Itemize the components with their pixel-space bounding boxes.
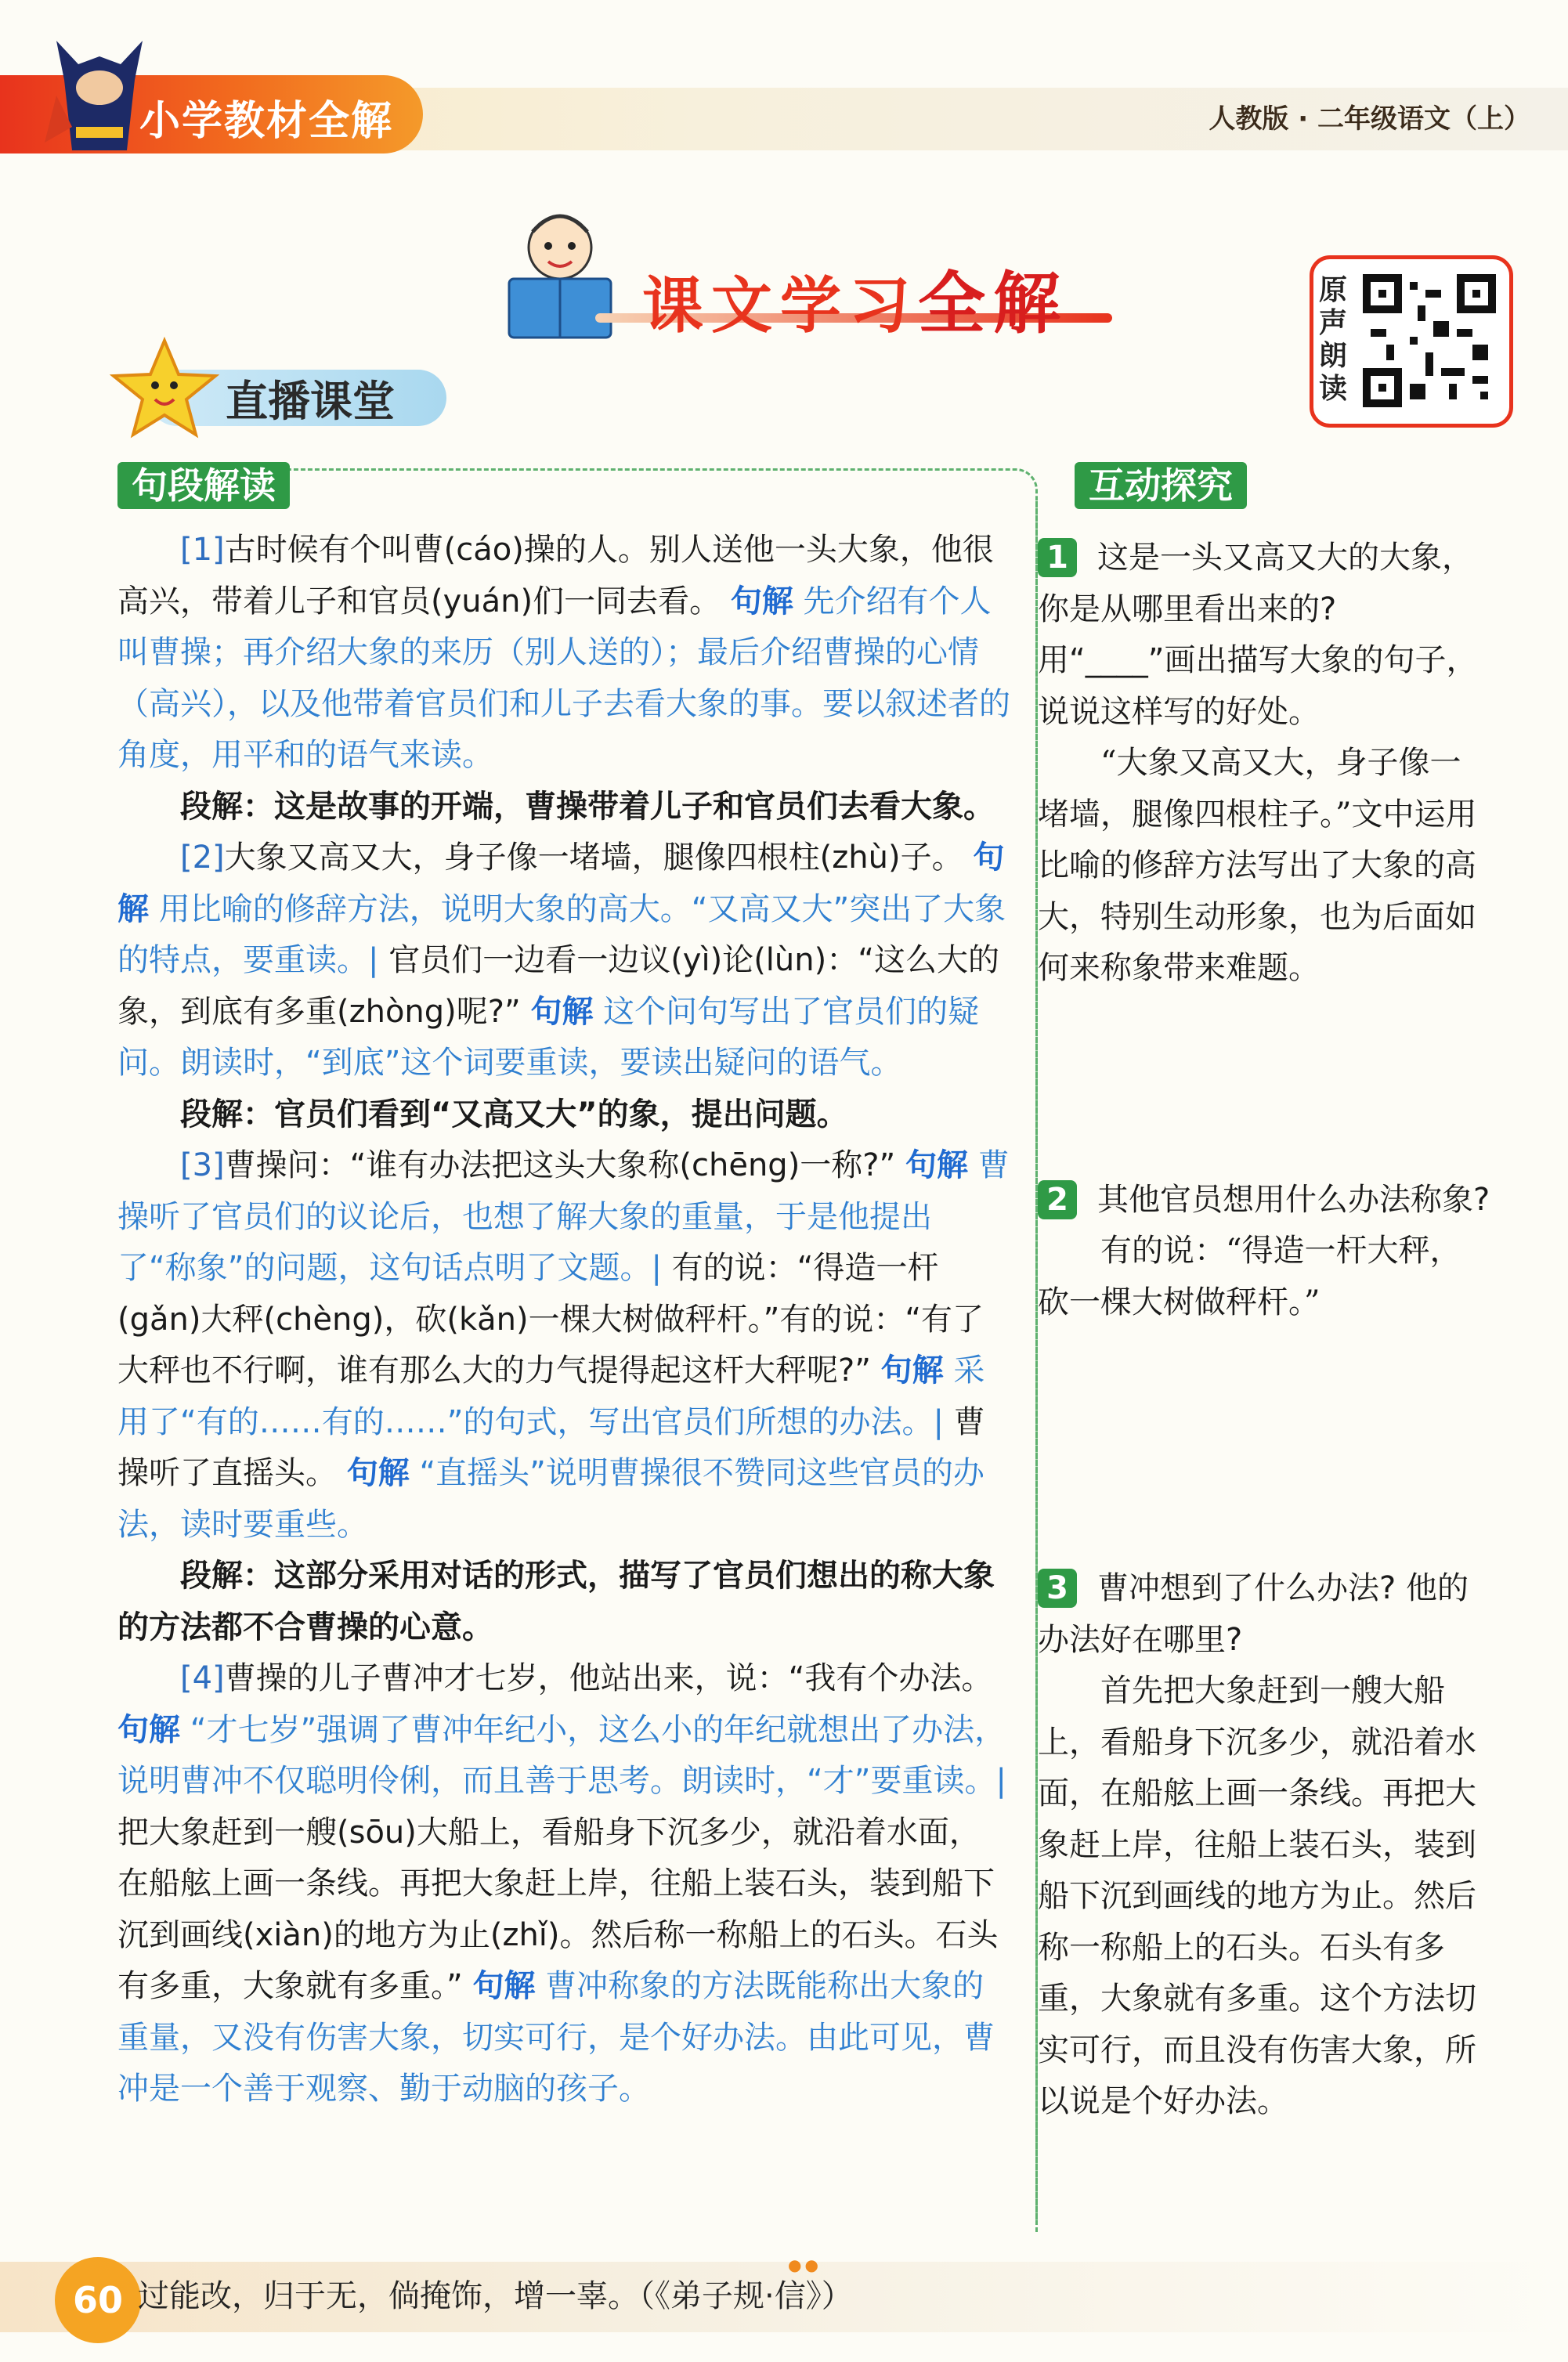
question-1	[1038, 533, 1492, 738]
spacer	[1038, 1328, 1492, 1563]
sentence-analysis-column	[117, 525, 1010, 2115]
paragraph-1	[117, 525, 1010, 782]
question-number: 2	[1038, 1180, 1077, 1219]
live-class-title: 直播课堂	[226, 377, 395, 426]
text-body: 有的说：“得造一杆(gǎn)大秤(chèng)，砍(kǎn)一棵大树做秤杆。”有的说：“有了大秤也不行啊，谁有那么大的力气提得起这杆大秤呢?”	[117, 1250, 985, 1389]
note-label: 句解	[880, 1353, 944, 1389]
note-text: 这个问句写出了官员们的疑问。朗读时，“到底”这个词要重读，要读出疑问的语气。	[117, 993, 980, 1081]
spacer	[1038, 995, 1492, 1175]
paragraph-summary-2: 段解：官员们看到“又高又大”的象，提出问题。	[180, 1096, 848, 1132]
question-number: 3	[1038, 1569, 1077, 1608]
text-body: 曹操问：“谁有办法把这头大象称(chēng)一称?”	[224, 1147, 896, 1183]
note-text: 用比喻的修辞方法，说明大象的高大。“又高又大”突出了大象的特点，要重读。|	[117, 890, 1006, 978]
reading-boy-icon	[486, 200, 634, 349]
question-text: 其他官员想用什么办法称象?	[1097, 1181, 1490, 1218]
note-text: “直摇头”说明曹操很不赞同这些官员的办法，读时要重些。	[117, 1455, 985, 1543]
note-label: 句解	[905, 1147, 968, 1183]
paragraph-summary-1: 段解：这是故事的开端，曹操带着儿子和官员们去看大象。	[180, 788, 995, 825]
answer-1: “大象又高又大，身子像一堵墙，腿像四根柱子。”文中运用比喻的修辞方法写出了大象的高大，特别生动形象，也为后面如何来称象带来难题。	[1038, 745, 1477, 986]
text-body: 大象又高又大，身子像一堵墙，腿像四根柱(zhù)子。	[224, 840, 963, 876]
text-body: 官员们一边看一边议(yì)论(lùn)：“这么大的象，到底有多重(zhòng)呢?”	[117, 942, 999, 1030]
paragraph-number: [4]	[180, 1660, 225, 1696]
star-icon	[110, 337, 219, 439]
note-label: 句解	[730, 583, 793, 619]
paragraph-number: [3]	[180, 1147, 225, 1183]
text-body: 曹操听了直摇头。	[117, 1403, 985, 1491]
footer-quote: 过能改，归于无，倘掩饰，增一辜。（《弟子规·信》）	[138, 2278, 853, 2314]
paragraph-number: [2]	[180, 840, 225, 876]
text-body: 曹操的儿子曹冲才七岁，他站出来，说：“我有个办法。	[224, 1660, 993, 1696]
question-number: 1	[1038, 538, 1077, 577]
section-title-main: 课文学习	[642, 271, 919, 341]
answer-3: 首先把大象赶到一艘大船上，看船身下沉多少，就沿着水面，在船舷上画一条线。再把大象赶上岸，往船上装石头，装到船下沉到画线的地方为止。然后称一称船上的石头。石头有多重，大象就有多重。这个方法切实可行，而且没有伤害大象，所以说是个好办法。	[1038, 1673, 1476, 2119]
qr-label: 原声朗读	[1319, 274, 1348, 405]
qr-code-icon[interactable]	[1363, 274, 1496, 407]
paragraph-number: [1]	[180, 532, 225, 568]
paragraph-4	[117, 1653, 1010, 2115]
note-text: 曹操听了官员们的议论后，也想了解大象的重量，于是他提出了“称象”的问题，这句话点明了文题。|	[117, 1147, 1010, 1286]
page-number: 60	[55, 2257, 141, 2343]
note-label: 句解	[530, 993, 594, 1030]
answer-2: 有的说：“得造一杆大秤，砍一棵大树做秤杆。”	[1038, 1233, 1461, 1320]
right-heading: 互动探究	[1075, 462, 1247, 509]
text-body: 把大象赶到一艘(sōu)大船上，看船身下沉多少，就沿着水面，在船舷上画一条线。再把大象赶上岸，往船上装石头，装到船下沉到画线(xiàn)的地方为止(zhǐ)。然后称一称船上的石头。石头有多重，大象就有多重。”	[117, 1814, 999, 2004]
question-3	[1038, 1563, 1492, 1666]
decorative-dots-icon: ●●	[788, 2255, 822, 2274]
left-heading: 句段解读	[117, 462, 290, 509]
question-text: 曹冲想到了什么办法? 他的办法好在哪里?	[1038, 1570, 1469, 1658]
section-title-emphasis: 全解	[918, 265, 1069, 343]
edition-label: 人教版 · 二年级语文（上）	[1209, 103, 1530, 135]
note-label: 句解	[346, 1455, 410, 1491]
question-2	[1038, 1175, 1492, 1226]
paragraph-3	[117, 1140, 1010, 1551]
interactive-exploration-column	[1038, 533, 1492, 2128]
note-text: 曹冲称象的方法既能称出大象的重量，又没有伤害大象，切实可行，是个好办法。由此可见，曹冲是一个善于观察、勤于动脑的孩子。	[117, 1968, 995, 2107]
note-label: 句解	[117, 1711, 180, 1748]
note-label: 句解	[472, 1968, 536, 2004]
note-text: “才七岁”强调了曹冲年纪小，这么小的年纪就想出了办法，说明曹冲不仅聪明伶俐，而且善于思考。朗读时，“才”要重读。|	[117, 1711, 1006, 1799]
question-text: 这是一头又高又大的大象，你是从哪里看出来的? 用“____”画出描写大象的句子，说说这样写的好处。	[1038, 540, 1478, 730]
paragraph-summary-3: 段解：这部分采用对话的形式，描写了官员们想出的称大象的方法都不合曹操的心意。	[117, 1558, 995, 1645]
text-body: 古时候有个叫曹(cáo)操的人。别人送他一头大象，他很高兴，带着儿子和官员(yuán)们一同去看。	[117, 532, 994, 619]
note-label: 句解	[117, 840, 1005, 927]
paragraph-2	[117, 832, 1010, 1089]
section-title	[642, 249, 1068, 346]
note-text: 先介绍有个人叫曹操；再介绍大象的来历（别人送的）；最后介绍曹操的心情（高兴），以及他带着官员们和儿子去看大象的事。要以叙述者的角度，用平和的语气来读。	[117, 583, 1010, 773]
note-text: 采用了“有的……有的……”的句式，写出官员们所想的办法。|	[117, 1353, 985, 1440]
series-title: 小学教材全解	[139, 98, 394, 145]
